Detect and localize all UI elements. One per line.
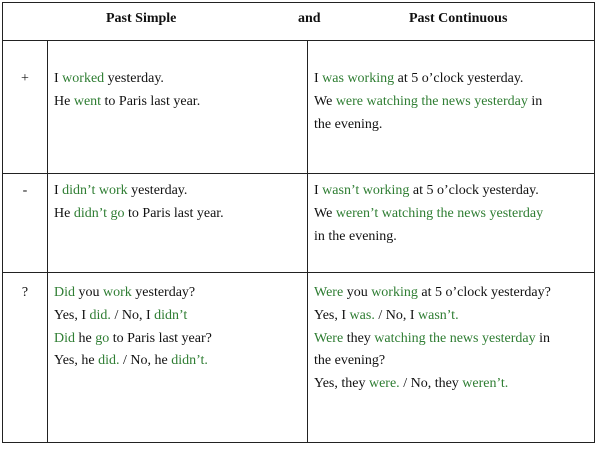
column-divider (47, 40, 48, 442)
text-segment: Yes, I (54, 307, 90, 323)
cell-affirmative-simple (54, 68, 200, 114)
verb-form: were watching the news yesterday (335, 93, 528, 109)
text-segment: in (535, 330, 551, 346)
example-line (54, 180, 224, 203)
row-divider (3, 40, 594, 41)
text-segment: he (75, 330, 96, 346)
verb-form: watching the news yesterday (374, 330, 536, 346)
verb-form: didn’t (154, 307, 188, 323)
example-line (314, 180, 543, 203)
verb-form: did. (98, 353, 120, 369)
example-line (314, 350, 551, 373)
text-segment: I (54, 183, 63, 198)
example-line (314, 226, 543, 249)
verb-form: working (371, 285, 418, 300)
text-segment: yesterday? (131, 285, 196, 300)
verb-form: didn’t. (171, 353, 208, 369)
row-symbol-negative: - (22, 183, 28, 198)
example-line (54, 305, 212, 328)
header-past-simple: Past Simple (106, 11, 177, 26)
text-segment: you (75, 285, 103, 300)
text-segment: Yes, they (314, 376, 369, 392)
row-symbol-affirmative: + (21, 71, 29, 86)
verb-form: were. (368, 376, 400, 392)
verb-form: wasn’t working (322, 183, 410, 198)
example-line (54, 203, 224, 226)
example-line (314, 328, 551, 351)
text-segment: you (343, 285, 372, 300)
column-divider (307, 40, 308, 442)
example-line (54, 282, 212, 305)
verb-form: was working (322, 71, 395, 86)
text-segment: I (314, 71, 323, 86)
verb-form: go (95, 330, 110, 346)
text-segment: they (343, 330, 375, 346)
example-line (314, 114, 542, 137)
row-divider (3, 272, 594, 273)
text-segment: in (527, 93, 543, 109)
header-past-continuous: Past Continuous (409, 11, 508, 26)
verb-form: weren’t watching the news yesterday (335, 205, 544, 221)
verb-form: went (73, 93, 102, 109)
cell-negative-continuous (314, 180, 543, 248)
verb-form: Were (314, 330, 344, 346)
text-segment: Yes, I (314, 307, 350, 323)
cell-question-simple (54, 282, 212, 373)
verb-form: was. (349, 307, 375, 323)
verb-form: Did (54, 330, 75, 346)
verb-form: wasn’t. (418, 307, 459, 323)
example-line (54, 68, 200, 91)
text-segment: / No, I (110, 307, 155, 323)
example-line (314, 282, 551, 305)
text-segment: at 5 o’clock yesterday? (417, 285, 551, 300)
example-line (54, 328, 212, 351)
verb-form: Did (54, 285, 75, 300)
verb-form: weren’t. (462, 376, 509, 392)
header-and: and (298, 11, 321, 26)
cell-question-continuous (314, 282, 551, 396)
text-segment: I (54, 71, 63, 86)
verb-form: didn’t go (73, 205, 125, 221)
example-line (314, 68, 542, 91)
text-segment: to Paris last year. (124, 205, 224, 221)
verb-form: did. (89, 307, 111, 323)
text-segment: to Paris last year? (109, 330, 212, 346)
example-line (54, 91, 200, 114)
text-segment: / No, I (374, 307, 418, 323)
example-line (314, 203, 543, 226)
verb-form: Were (314, 285, 344, 300)
text-segment: at 5 o’clock yesterday. (409, 183, 539, 198)
text-segment: He (54, 93, 74, 109)
text-segment: in the evening. (314, 228, 397, 244)
verb-form: work (103, 285, 132, 300)
row-symbol-question: ? (21, 285, 29, 300)
text-segment: yesterday. (104, 71, 164, 86)
example-line (314, 305, 551, 328)
cell-negative-simple (54, 180, 224, 226)
example-line (314, 373, 551, 396)
cell-affirmative-continuous (314, 68, 542, 136)
example-line (314, 91, 542, 114)
verb-form: worked (62, 71, 105, 86)
text-segment: He (54, 205, 74, 221)
text-segment: the evening. (314, 116, 383, 132)
example-line (54, 350, 212, 373)
grammar-table (2, 2, 595, 443)
text-segment: We (314, 93, 336, 109)
text-segment: / No, they (399, 376, 463, 392)
text-segment: I (314, 183, 323, 198)
verb-form: didn’t work (62, 183, 128, 198)
row-divider (3, 173, 594, 174)
text-segment: Yes, he (54, 353, 99, 369)
text-segment: yesterday. (127, 183, 188, 198)
text-segment: We (314, 205, 336, 221)
text-segment: at 5 o’clock yesterday. (394, 71, 524, 86)
text-segment: the evening? (314, 353, 386, 369)
text-segment: / No, he (119, 353, 172, 369)
text-segment: to Paris last year. (101, 93, 201, 109)
